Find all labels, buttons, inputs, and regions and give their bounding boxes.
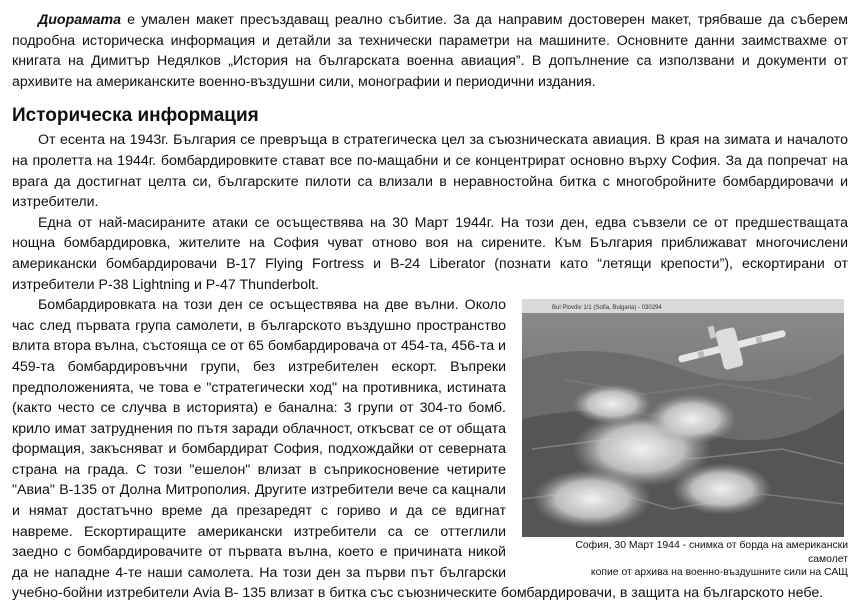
aerial-photo bbox=[522, 299, 844, 537]
section-title: Историческа информация bbox=[12, 105, 259, 127]
history-paragraph-3 bbox=[12, 295, 848, 604]
photo-caption-line-2: копие от архива на военно-въздушните сили на САЩ bbox=[590, 567, 848, 579]
document-page bbox=[12, 10, 848, 604]
photo-header-strip: Bul Plovdiv 1/1 (Sofia, Bulgaria) - 030294 bbox=[552, 305, 662, 312]
photo-caption-line-1: София, 30 Март 1944 - снимка от борда на американски самолет bbox=[575, 540, 848, 565]
intro-paragraph bbox=[12, 10, 848, 92]
intro-text: е умален макет пресъздаващ реално събитие. За да направим достоверен макет, трябваше да съберем подробна историческа информация и детайли за технически параметри на машините. Основните данни заимствахме от книгата на Димитър Недялков „История на българската военна авиация”. В допълнение са използвани и документи от архивите на американските военно-въздушни сили, монографии и периодични издания. bbox=[12, 12, 848, 90]
figure bbox=[516, 299, 848, 580]
intro-lead-word: Диорамата bbox=[38, 12, 122, 28]
history-paragraph-2: Една от най-масираните атаки се осъществява на 30 Март 1944г. На този ден, едва съвзели се от предшестващата нощна бомбардировка, жителите на София чуват отново воя на сирените. Към България приближават многочислени американски бомбардировачи B-17 Flying Fortress и B-24 Liberator (познати като “летящи крепости”), ескортирани от изтребители P-38 Lightning и P-47 Thunderbolt. bbox=[12, 214, 848, 293]
aerial-photo-image bbox=[522, 299, 844, 537]
history-paragraph-1: От есента на 1943г. България се превръща в стратегическа цел за съюзническата авиация. В края на зимата и началото на пролетта на 1944г. бомбардировките стават все по-мащабни и се концентрират основно върху София. За да попречат на врага да достигнат целта си, българските пилоти са влизали в неравностойна битка с многобройните бомбардировачи и изтребители. bbox=[12, 132, 848, 211]
photo-caption bbox=[516, 539, 848, 580]
history-paragraph-3-text: Бомбардировката на този ден се осъществява на две вълни. Около час след първата група самолети, в българското въздушно пространство влита втора вълна, състояща се от 65 бомбардировача от 454-та, 456-та и 459-та бомбардировъчни групи, без изтребителен ескорт. Въпреки предположенията, че това е "стратегически ход" на противника, истината (както често се случва в историята) е банална: 3 групи от 304-то бомб. крило имат затруднения по пътя заради облачност, откъсват се от общата формация, закъсняват и бомбардират София, подхождайки от северната страна на града. С този "ешелон" влизат в съприкосновение четирите "Авиа" В-135 от Долна Митрополия. Другите изтребители вече са кацнали и нямат достатъчно време да презаредят с гориво и да се вдигнат навреме. Ескортиращите американски изтребители са се оттеглили заедно с бомбардировачите от първата вълна, което е причината никой да не нападне 4-те наши самолета. На този ден за първи път български учебно-бойни изтребители Avia B- 135 влизат в битка със съюзническите бомбардировачи, в защита на българското небе. bbox=[12, 297, 824, 602]
